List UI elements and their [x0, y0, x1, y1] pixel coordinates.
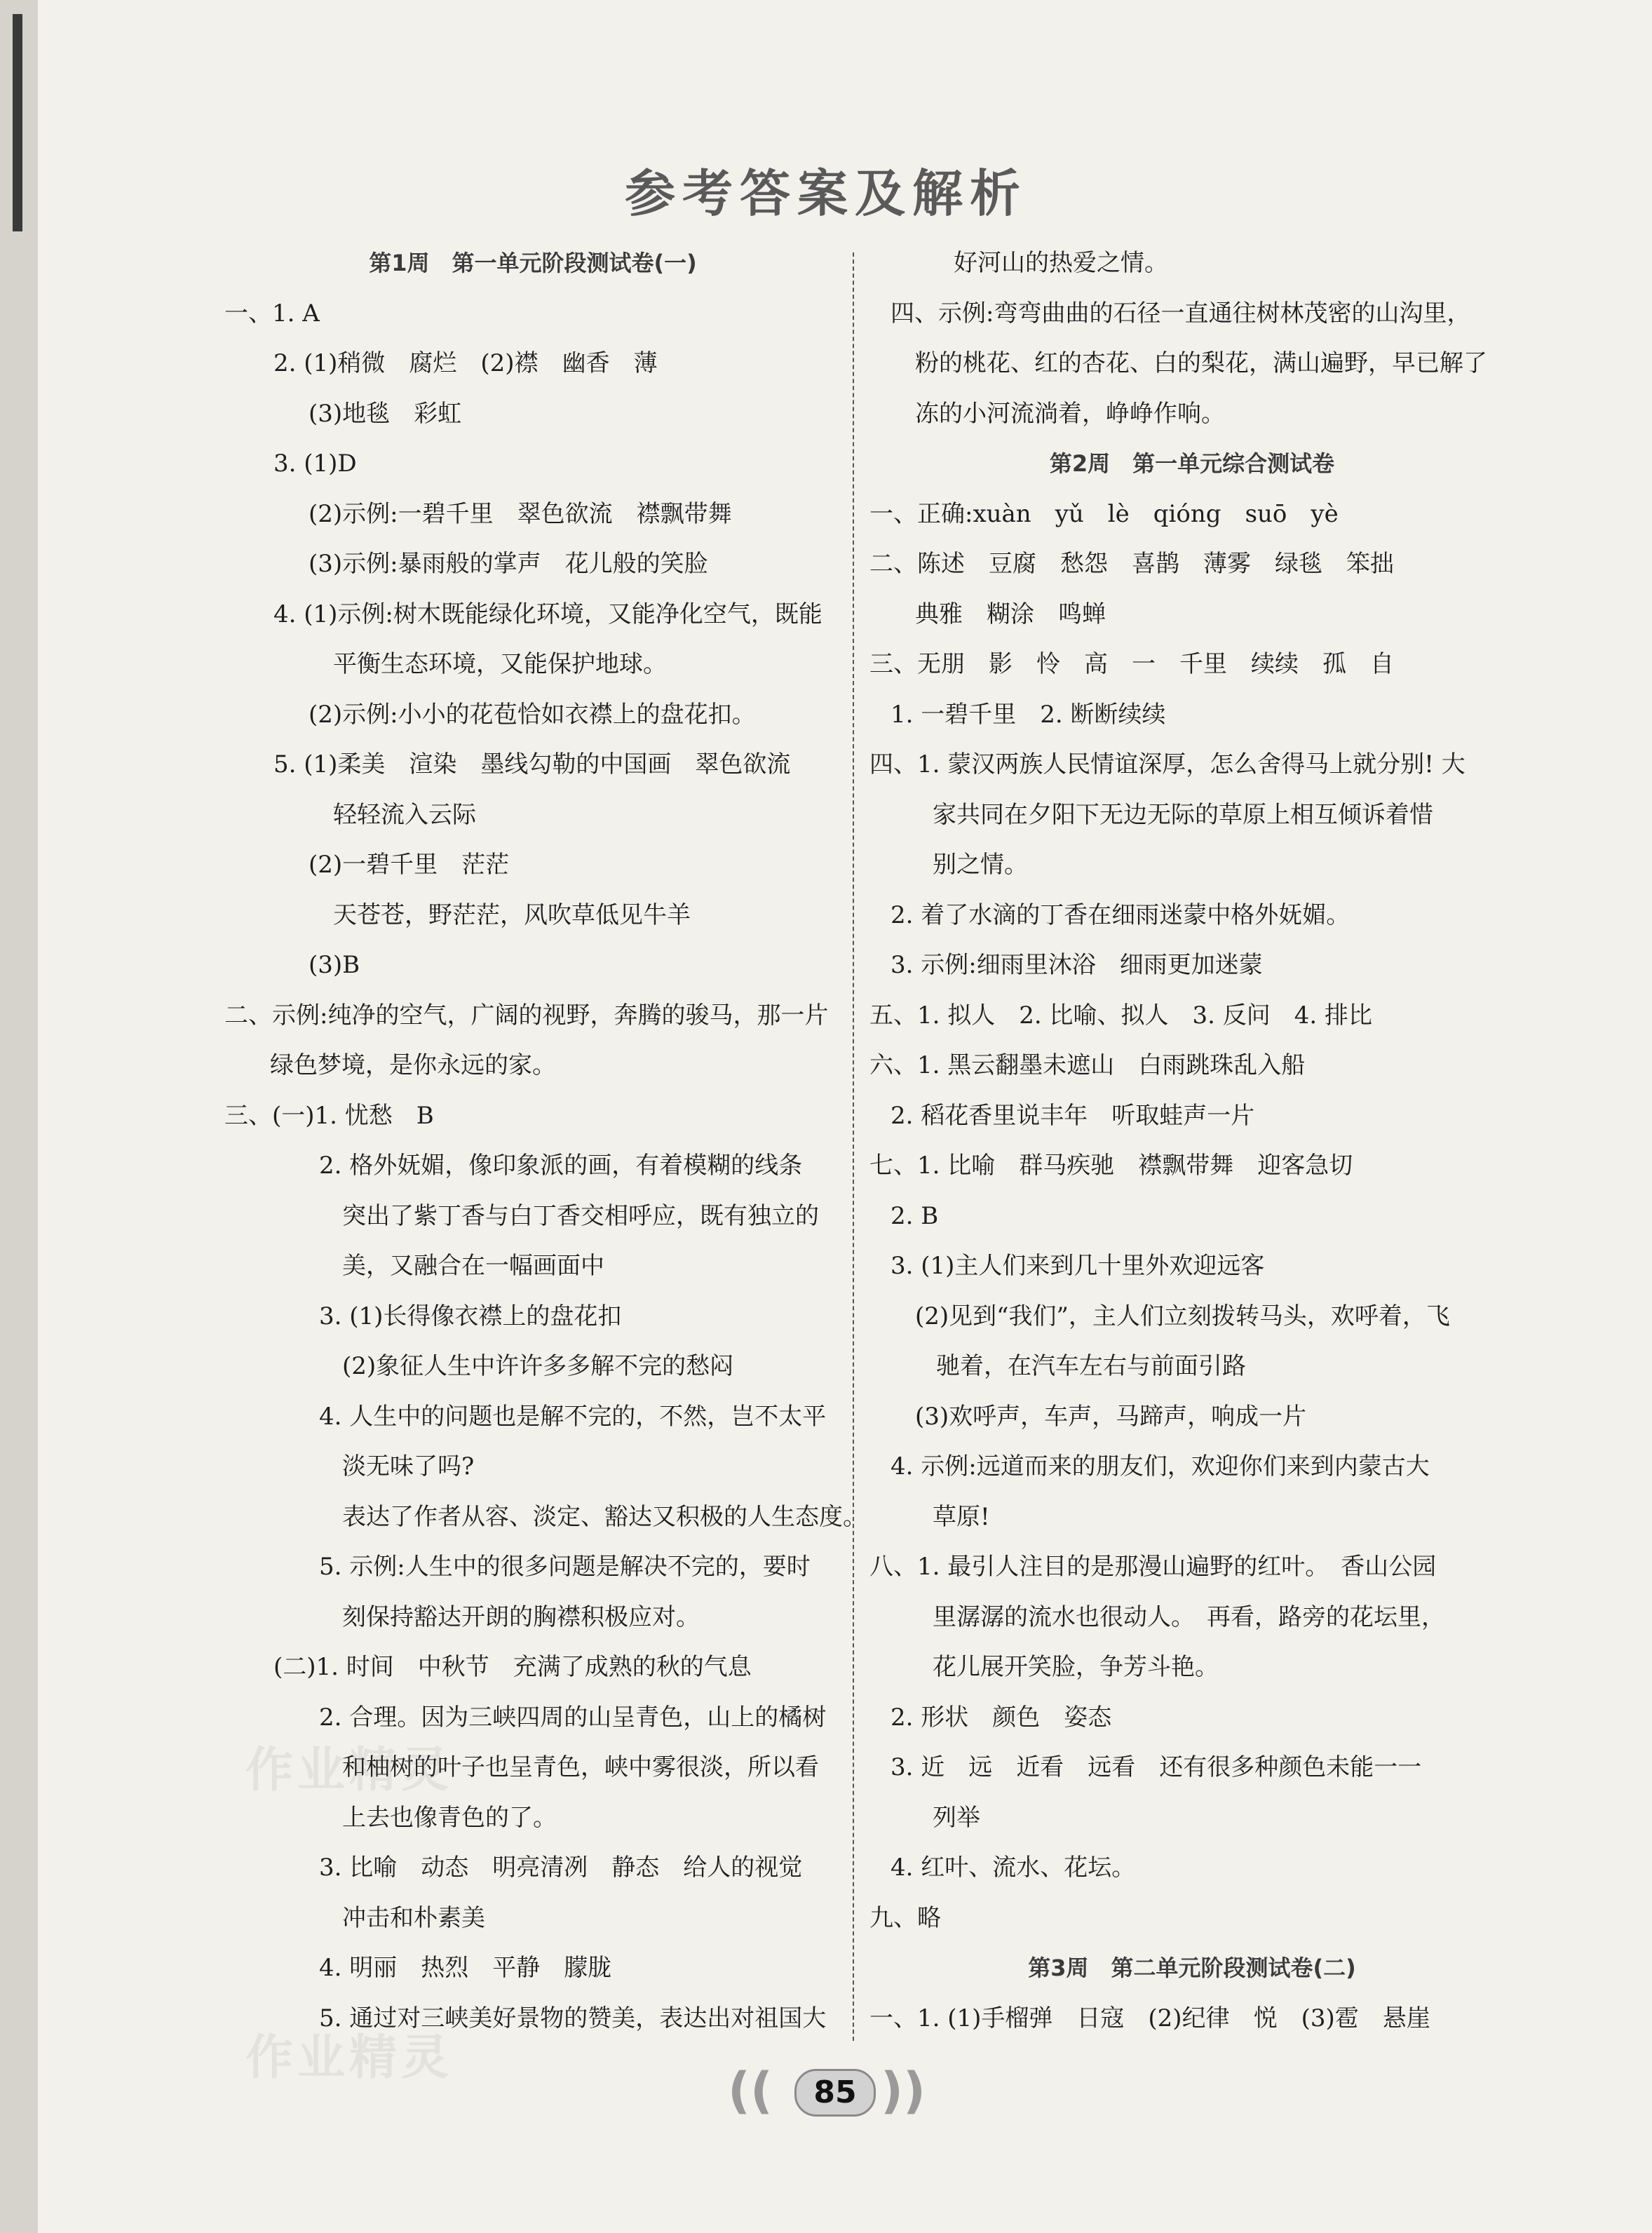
- answer-line: (3)B: [309, 951, 360, 979]
- right-ornament-icon: )): [881, 2062, 926, 2119]
- answer-line: 3. 近 远 近看 远看 还有很多种颜色未能一一: [891, 1753, 1422, 1781]
- answer-line: 八、1. 最引人注目的是那漫山遍野的红叶。 香山公园: [869, 1553, 1437, 1581]
- answer-line: (2)示例:小小的花苞恰如衣襟上的盘花扣。: [309, 700, 756, 729]
- answer-line: 粉的桃花、红的杏花、白的梨花，满山遍野，早已解了: [915, 349, 1487, 377]
- page-number-badge: [721, 2055, 931, 2125]
- answer-line: 三、无朋 影 怜 高 一 千里 续续 孤 自: [869, 650, 1394, 678]
- answer-line: 1. 一碧千里 2. 断断续续: [891, 700, 1166, 729]
- answer-line: (2)示例:一碧千里 翠色欲流 襟飘带舞: [309, 499, 732, 528]
- answer-line: 冻的小河流淌着，峥峥作响。: [915, 399, 1225, 428]
- answer-line: 别之情。: [933, 851, 1028, 879]
- answer-line: 2. 稻花香里说丰年 听取蛙声一片: [891, 1101, 1255, 1130]
- answer-line: 5. 示例:人生中的很多问题是解决不完的，要时: [319, 1553, 811, 1581]
- answer-line: 三、(一)1. 忧愁 B: [224, 1101, 434, 1130]
- answer-line: 表达了作者从容、淡定、豁达又积极的人生态度。: [342, 1502, 867, 1531]
- answer-line: (3)欢呼声，车声，马蹄声，响成一片: [915, 1402, 1307, 1431]
- answer-line: 一、1. (1)手榴弹 日寇 (2)纪律 悦 (3)雹 悬崖: [869, 2004, 1430, 2032]
- answer-line: 驰着，在汽车左右与前面引路: [936, 1352, 1246, 1380]
- answer-line: 2. 合理。因为三峡四周的山呈青色，山上的橘树: [319, 1703, 827, 1732]
- answer-line: 和柚树的叶子也呈青色，峡中雾很淡，所以看: [342, 1753, 819, 1781]
- answer-line: 突出了紫丁香与白丁香交相呼应，既有独立的: [342, 1201, 819, 1230]
- answer-line: (3)地毯 彩虹: [309, 399, 462, 428]
- answer-line: 4. 人生中的问题也是解不完的，不然，岂不太平: [319, 1402, 827, 1431]
- section-heading: 第2周 第一单元综合测试卷: [1049, 450, 1335, 477]
- right-answer-column: [869, 238, 1515, 2044]
- answer-line: 草原!: [933, 1502, 990, 1531]
- answer-line: 四、1. 蒙汉两族人民情谊深厚，怎么舍得马上就分别! 大: [869, 750, 1465, 778]
- answer-line: 天苍苍，野茫茫，风吹草低见牛羊: [333, 900, 691, 929]
- answer-line: 2. 格外妩媚，像印象派的画，有着模糊的线条: [319, 1152, 803, 1180]
- answer-line: 4. (1)示例:树木既能绿化环境，又能净化空气，既能: [273, 600, 822, 628]
- watermark-upper: 作业精灵: [245, 1743, 454, 1798]
- answer-line: 六、1. 黑云翻墨未遮山 白雨跳珠乱入船: [869, 1051, 1306, 1079]
- answer-line: 3. (1)长得像衣襟上的盘花扣: [319, 1302, 622, 1330]
- answer-line: 2. 着了水滴的丁香在细雨迷蒙中格外妩媚。: [891, 900, 1350, 929]
- answer-line: 2. (1)稍微 腐烂 (2)襟 幽香 薄: [273, 349, 658, 377]
- answer-line: 平衡生态环境，又能保护地球。: [333, 650, 667, 678]
- answer-line: 七、1. 比喻 群马疾驰 襟飘带舞 迎客急切: [869, 1152, 1353, 1180]
- answer-line: (二)1. 时间 中秋节 充满了成熟的秋的气息: [273, 1653, 752, 1681]
- answer-line: 3. (1)主人们来到几十里外欢迎远客: [891, 1252, 1265, 1280]
- answer-line: 好河山的热爱之情。: [954, 249, 1168, 277]
- page-number: 85: [794, 2069, 876, 2117]
- answer-line: 二、示例:纯净的空气，广阔的视野，奔腾的骏马，那一片: [224, 1001, 829, 1030]
- answer-line: 列举: [933, 1803, 980, 1832]
- answer-line: 4. 明丽 热烈 平静 朦胧: [319, 1954, 612, 1982]
- answer-line: (3)示例:暴雨般的掌声 花儿般的笑脸: [309, 550, 708, 578]
- answer-line: 九、略: [869, 1903, 941, 1932]
- answer-line: 2. 形状 颜色 姿态: [891, 1703, 1112, 1732]
- left-ornament-icon: ((: [728, 2062, 773, 2119]
- answer-line: 5. (1)柔美 渲染 墨线勾勒的中国画 翠色欲流: [273, 750, 791, 778]
- answer-line: 淡无味了吗?: [342, 1452, 475, 1480]
- answer-line: 轻轻流入云际: [333, 800, 476, 829]
- answer-line: 3. (1)D: [273, 450, 357, 478]
- answer-line: (2)见到“我们”，主人们立刻拨转马头，欢呼着，飞: [915, 1302, 1450, 1330]
- answer-line: 五、1. 拟人 2. 比喻、拟人 3. 反问 4. 排比: [869, 1001, 1372, 1030]
- answer-line: 2. B: [891, 1201, 939, 1230]
- answer-line: 冲击和朴素美: [342, 1903, 485, 1932]
- watermark-lower: 作业精灵: [245, 2030, 454, 2086]
- left-answer-column: [224, 238, 867, 2044]
- section-heading: 第1周 第一单元阶段测试卷(一): [369, 250, 697, 276]
- answer-line: 一、正确:xuàn yǔ lè qióng suō yè: [869, 499, 1339, 528]
- answer-line: 绿色梦境，是你永远的家。: [270, 1051, 556, 1079]
- section-heading: 第3周 第二单元阶段测试卷(二): [1028, 1955, 1356, 1981]
- answer-line: (2)一碧千里 茫茫: [309, 851, 510, 879]
- answer-line: 4. 示例:远道而来的朋友们，欢迎你们来到内蒙古大: [891, 1452, 1430, 1480]
- column-divider: [853, 252, 854, 2041]
- answer-line: 4. 红叶、流水、花坛。: [891, 1854, 1136, 1882]
- answer-line: 美，又融合在一幅画面中: [342, 1252, 604, 1280]
- answer-line: 二、陈述 豆腐 愁怨 喜鹊 薄雾 绿毯 笨拙: [869, 550, 1394, 578]
- answer-line: 一、1. A: [224, 299, 320, 328]
- answer-line: (2)象征人生中许许多多解不完的愁闷: [342, 1352, 734, 1380]
- answer-line: 5. 通过对三峡美好景物的赞美，表达出对祖国大: [319, 2004, 827, 2032]
- answer-line: 刻保持豁达开朗的胸襟积极应对。: [342, 1603, 700, 1631]
- answer-line: 家共同在夕阳下无边无际的草原上相互倾诉着惜: [933, 800, 1433, 829]
- page-binding-edge: [0, 0, 38, 2233]
- answer-line: 3. 示例:细雨里沐浴 细雨更加迷蒙: [891, 951, 1263, 979]
- answer-line: 花儿展开笑脸，争芳斗艳。: [933, 1653, 1219, 1681]
- answer-line: 上去也像青色的了。: [342, 1803, 557, 1832]
- answer-line: 典雅 糊涂 鸣蝉: [915, 600, 1106, 628]
- answer-line: 四、示例:弯弯曲曲的石径一直通往树林茂密的山沟里，: [891, 299, 1471, 328]
- answer-line: 里潺潺的流水也很动人。 再看，路旁的花坛里，: [933, 1603, 1445, 1631]
- answer-line: 3. 比喻 动态 明亮清冽 静态 给人的视觉: [319, 1854, 803, 1882]
- page-title: 参考答案及解析: [624, 164, 1027, 223]
